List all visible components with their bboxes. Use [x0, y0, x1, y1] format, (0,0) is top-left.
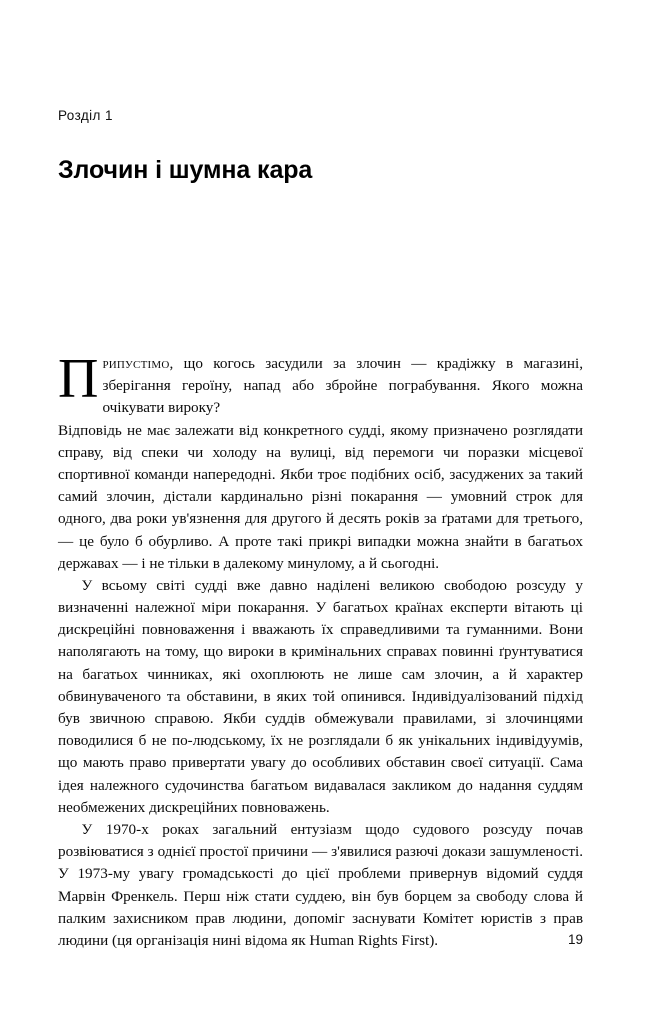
paragraph-4: У 1970-х роках загальний ентузіазм щодо судового розсуду почав розвіюватися з однієї простої причини — з'явилися разючі докази зашумленості. У 1973-му увагу громадськості до цієї проблеми привернув відомий суддя Марвін Френкель. Перш ніж стати суддею, він був борцем за свободу слова й палким захисником прав людини, допоміг заснувати Комітет юристів з прав людини (ця організація нині відома як Human Rights First).	[58, 820, 583, 949]
body-text	[58, 348, 583, 952]
paragraph-1-text: , що когось засудили за злочин — крадіжку в магазині, зберігання героїну, напад або збройне пограбування. Якого можна очікувати вироку?	[102, 355, 583, 417]
page-number: 19	[567, 932, 583, 947]
drop-cap: П	[58, 348, 99, 410]
paragraph-1	[58, 348, 583, 420]
paragraph-1-lead: рипустімо	[102, 355, 170, 372]
paragraph-3: У всьому світі судді вже давно наділені великою свободою розсуду у визначенні належної міри покарання. У багатьох країнах експерти вітають ці дискреційні повноваження і вважають їх справедливими та гуманними. Вони наполягають на тому, що вироки в кримінальних справах повинні ґрунтуватися на багатьох чинниках, які охоплюють не лише сам злочин, а й характер обвинуваченого та обставини, в яких той опинився. Індивідуалізований підхід був звичною справою. Якби суддів обмежували правилами, зі злочинцями поводилися б не по-людському, їх не розглядали б як унікальних індивідуумів, що мають право привертати увагу до особливих обставин своєї ситуації. Сама ідея належного судочинства багатьом видавалася закликом до надання суддям необмежених дискреційних повноважень.	[58, 576, 583, 816]
page-title: Злочин і шумна кара	[58, 156, 313, 184]
page-content	[58, 0, 583, 952]
paragraph-2: Відповідь не має залежати від конкретного судді, якому призначено розглядати справу, від спеки чи холоду на вулиці, від перемоги чи поразки місцевої спортивної команди напередодні. Якби троє подібних осіб, засуджених за такий самий злочин, дістали кардинально різні покарання — умовний строк для одного, два роки ув'язнення для другого й десять років за ґратами для третього, — це було б обурливо. А проте такі прикрі випадки можна знайти в багатьох державах — і не тільки в далекому минулому, а й сьогодні.	[58, 421, 583, 572]
chapter-label: Розділ 1	[58, 108, 113, 123]
